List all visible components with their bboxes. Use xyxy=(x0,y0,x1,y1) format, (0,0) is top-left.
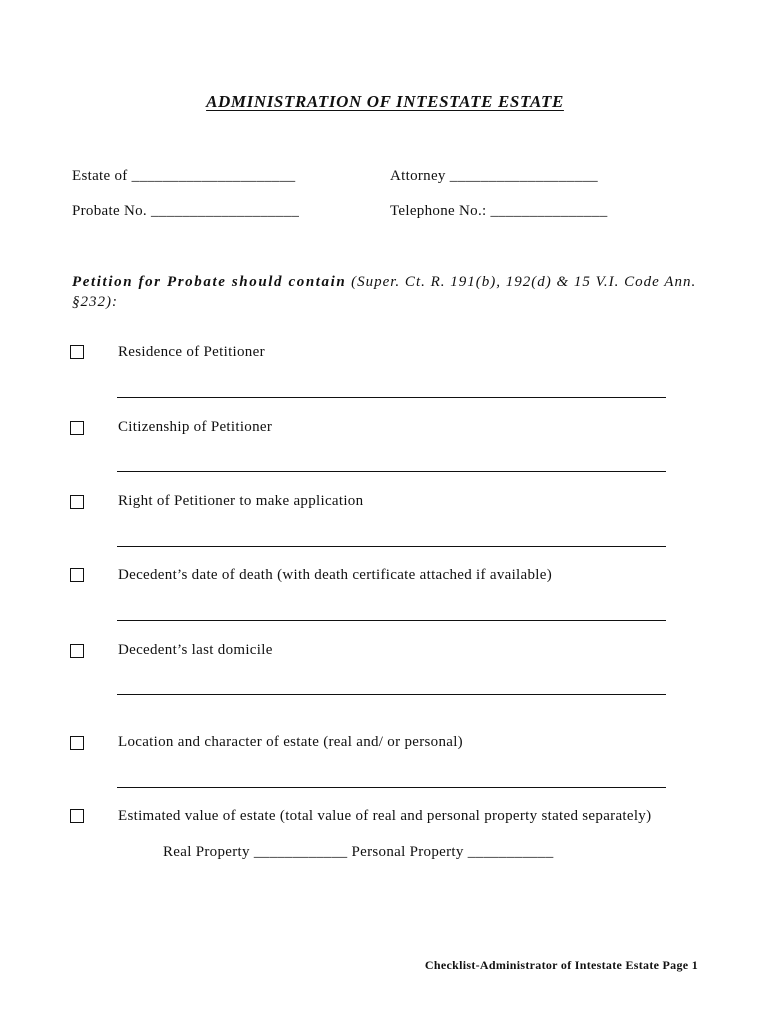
petition-instructions xyxy=(72,272,712,312)
checkbox-right-to-apply[interactable] xyxy=(70,495,84,509)
checkbox-residence[interactable] xyxy=(70,345,84,359)
checklist-item-label: Residence of Petitioner xyxy=(118,344,265,360)
real-property-label: Real Property ____________ xyxy=(163,844,348,860)
petition-citation: (Super. Ct. R. 191(b), 192(d) & 15 V.I. Code Ann. §232): xyxy=(72,274,697,310)
checkbox-date-of-death[interactable] xyxy=(70,568,84,582)
real-property-field[interactable] xyxy=(163,844,554,861)
document-title: ADMINISTRATION OF INTESTATE ESTATE xyxy=(206,92,564,111)
petition-lead: Petition for Probate should contain xyxy=(72,274,347,290)
estate-of-field[interactable]: Estate of _____________________ xyxy=(72,168,296,184)
answer-line-residence[interactable] xyxy=(117,397,666,398)
answer-line-date-of-death[interactable] xyxy=(117,620,666,621)
checklist-item-label: Estimated value of estate (total value of real and personal property stated separately) xyxy=(118,808,652,824)
answer-line-location-character[interactable] xyxy=(117,787,666,788)
checkbox-last-domicile[interactable] xyxy=(70,644,84,658)
checkbox-location-character[interactable] xyxy=(70,736,84,750)
attorney-field[interactable]: Attorney ___________________ xyxy=(390,168,598,184)
telephone-no-field[interactable]: Telephone No.: _______________ xyxy=(390,203,608,219)
checkbox-estimated-value[interactable] xyxy=(70,809,84,823)
checklist-item-label: Right of Petitioner to make application xyxy=(118,493,364,509)
page-footer: Checklist-Administrator of Intestate Estate Page 1 xyxy=(424,958,698,972)
checkbox-citizenship[interactable] xyxy=(70,421,84,435)
answer-line-citizenship[interactable] xyxy=(117,471,666,472)
answer-line-right-to-apply[interactable] xyxy=(117,546,666,547)
probate-no-field[interactable]: Probate No. ___________________ xyxy=(72,203,300,219)
personal-property-label: Personal Property ___________ xyxy=(351,844,554,860)
answer-line-last-domicile[interactable] xyxy=(117,694,666,695)
checklist-item-label: Location and character of estate (real and/ or personal) xyxy=(118,734,463,750)
checklist-item-label: Citizenship of Petitioner xyxy=(118,419,273,435)
checklist-item-label: Decedent’s last domicile xyxy=(118,642,273,658)
checklist-item-label: Decedent’s date of death (with death certificate attached if available) xyxy=(118,567,552,583)
